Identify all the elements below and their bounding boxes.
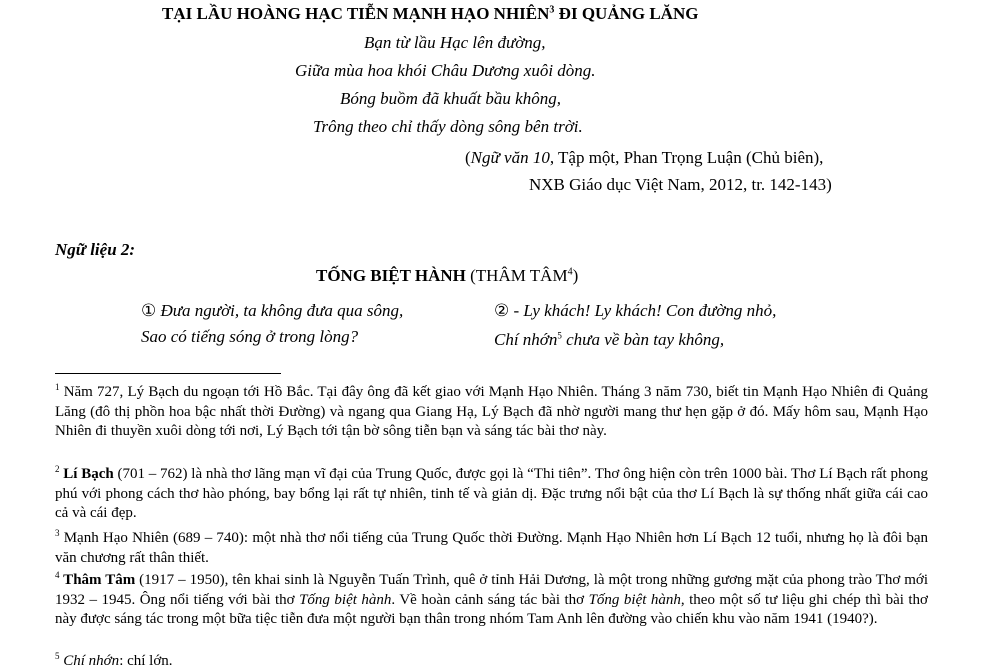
stanza2-line-2a: Chí nhớn bbox=[494, 330, 558, 349]
poem2-author: (THÂM TÂM bbox=[465, 266, 568, 285]
footnote-mark-5: 5 bbox=[55, 651, 60, 661]
stanza2-line-1-text: - Ly khách! Ly khách! Con đường nhỏ, bbox=[509, 301, 777, 320]
footnote-ref-3[interactable]: 3 bbox=[549, 4, 555, 16]
poem1-title-tail: ĐI QUẢNG LĂNG bbox=[554, 4, 699, 23]
footnote-ref-5[interactable]: 5 bbox=[557, 330, 562, 341]
footnote-2-text: (701 – 762) là nhà thơ lãng mạn vĩ đại của Trung Quốc, được gọi là “Thi tiên”. Thơ ông hiện còn trên 1000 bài. Thơ Lí Bạch rất phong phú với phong cách thơ hào phóng, bay bổng lại rất tự nhiên, tinh tế và giản dị. Đặc trưng nổi bật của thơ Lí Bạch là sự thống nhất giữa cái cao cả và cái đẹp. bbox=[55, 466, 928, 521]
stanza1-line-2: Sao có tiếng sóng ở trong lòng? bbox=[141, 327, 359, 346]
footnote-separator bbox=[55, 373, 281, 374]
footnote-2 bbox=[55, 460, 928, 524]
footnote-1-text: Năm 727, Lý Bạch du ngoạn tới Hồ Bắc. Tại đây ông đã kết giao với Mạnh Hạo Nhiên. Tháng 3 năm 730, biết tin Mạnh Hạo Nhiên đi Quảng Lăng (đô thị phồn hoa bậc nhất thời Đường) và ngang qua Giang Hạ, Lý Bạch đã nhờ người mang thư hẹn gặp ở đó. Mấy hôm sau, Mạnh Hạo Nhiên đi thuyền xuôi dòng tới nơi, Lý Bạch tới tận bờ sông tiễn bạn và sáng tác bài thơ này. bbox=[55, 384, 928, 439]
footnote-mark-1: 1 bbox=[55, 382, 60, 392]
poem2-title bbox=[316, 266, 578, 286]
footnote-mark-4: 4 bbox=[55, 570, 60, 580]
poem2-author-close: ) bbox=[572, 266, 579, 285]
source-open: ( bbox=[465, 148, 471, 167]
footnote-4-text-a: (1917 – 1950), tên khai sinh là Nguyễn Tuấn Trình, quê ở tỉnh Hải Dương, là một trong những gương mặt của phong trào Thơ mới 1932 – 1945. Ông nổi tiếng với bài thơ bbox=[55, 572, 928, 608]
stanza1-line-1-text: Đưa người, ta không đưa qua sông, bbox=[156, 301, 404, 320]
poem1-line-1: Bạn từ lầu Hạc lên đường, bbox=[364, 33, 546, 52]
poem1-title-text: TẠI LẦU HOÀNG HẠC TIỄN MẠNH HẠO NHIÊN bbox=[162, 4, 550, 23]
poem2-title-text: TỐNG BIỆT HÀNH bbox=[316, 266, 466, 285]
stanza2-marker: ② bbox=[494, 301, 510, 320]
footnote-5-text: : chí lớn. bbox=[119, 653, 173, 669]
poem1-line-2: Giữa mùa hoa khói Châu Dương xuôi dòng. bbox=[295, 61, 596, 80]
stanza2-line-1 bbox=[494, 301, 776, 321]
stanza2-line-2b: chưa về bàn tay không, bbox=[561, 330, 725, 349]
footnote-5 bbox=[55, 647, 928, 672]
source-book: Ngữ văn 10 bbox=[470, 148, 550, 167]
stanza1-line-1 bbox=[141, 301, 403, 321]
poem1-source-line2: NXB Giáo dục Việt Nam, 2012, tr. 142-143) bbox=[529, 175, 832, 194]
footnote-4-text-b: . Về hoàn cảnh sáng tác bài thơ bbox=[391, 591, 589, 608]
footnote-5-term: Chí nhớn bbox=[59, 653, 120, 669]
footnote-4-poem-name-2: Tống biệt hành bbox=[588, 591, 681, 608]
footnote-4-text-c: , theo một số tư liệu ghi chép thì bài thơ này được sáng tác trong một bữa tiệc tiễn đưa một người bạn thân trong nhóm Tam Anh lên đường vào chiến khu vào năm 1941 (1940?). bbox=[55, 591, 928, 627]
stanza2-line-2 bbox=[494, 330, 724, 350]
section-label: Ngữ liệu 2: bbox=[55, 240, 136, 259]
poem1-source bbox=[465, 148, 823, 168]
footnote-4 bbox=[55, 566, 928, 630]
footnote-4-name: Thâm Tâm bbox=[59, 572, 136, 588]
footnote-3 bbox=[55, 524, 928, 568]
footnote-ref-4[interactable]: 4 bbox=[567, 266, 573, 278]
footnote-1 bbox=[55, 378, 928, 442]
poem1-line-3: Bóng buồm đã khuất bầu không, bbox=[340, 89, 561, 108]
footnote-2-name: Lí Bạch bbox=[59, 466, 114, 482]
poem1-title bbox=[162, 4, 698, 24]
footnote-mark-2: 2 bbox=[55, 464, 60, 474]
source-rest: , Tập một, Phan Trọng Luận (Chủ biên), bbox=[549, 148, 824, 167]
poem1-line-4: Trông theo chỉ thấy dòng sông bên trời. bbox=[313, 117, 583, 136]
footnote-4-poem-name-1: Tống biệt hành bbox=[299, 591, 392, 608]
footnote-3-text: Mạnh Hạo Nhiên (689 – 740): một nhà thơ nổi tiếng của Trung Quốc thời Đường. Mạnh Hạo Nhiên hơn Lí Bạch 12 tuổi, nhưng họ là đôi bạn văn chương rất thân thiết. bbox=[55, 530, 928, 566]
stanza1-marker: ① bbox=[141, 301, 157, 320]
footnote-mark-3: 3 bbox=[55, 528, 60, 538]
